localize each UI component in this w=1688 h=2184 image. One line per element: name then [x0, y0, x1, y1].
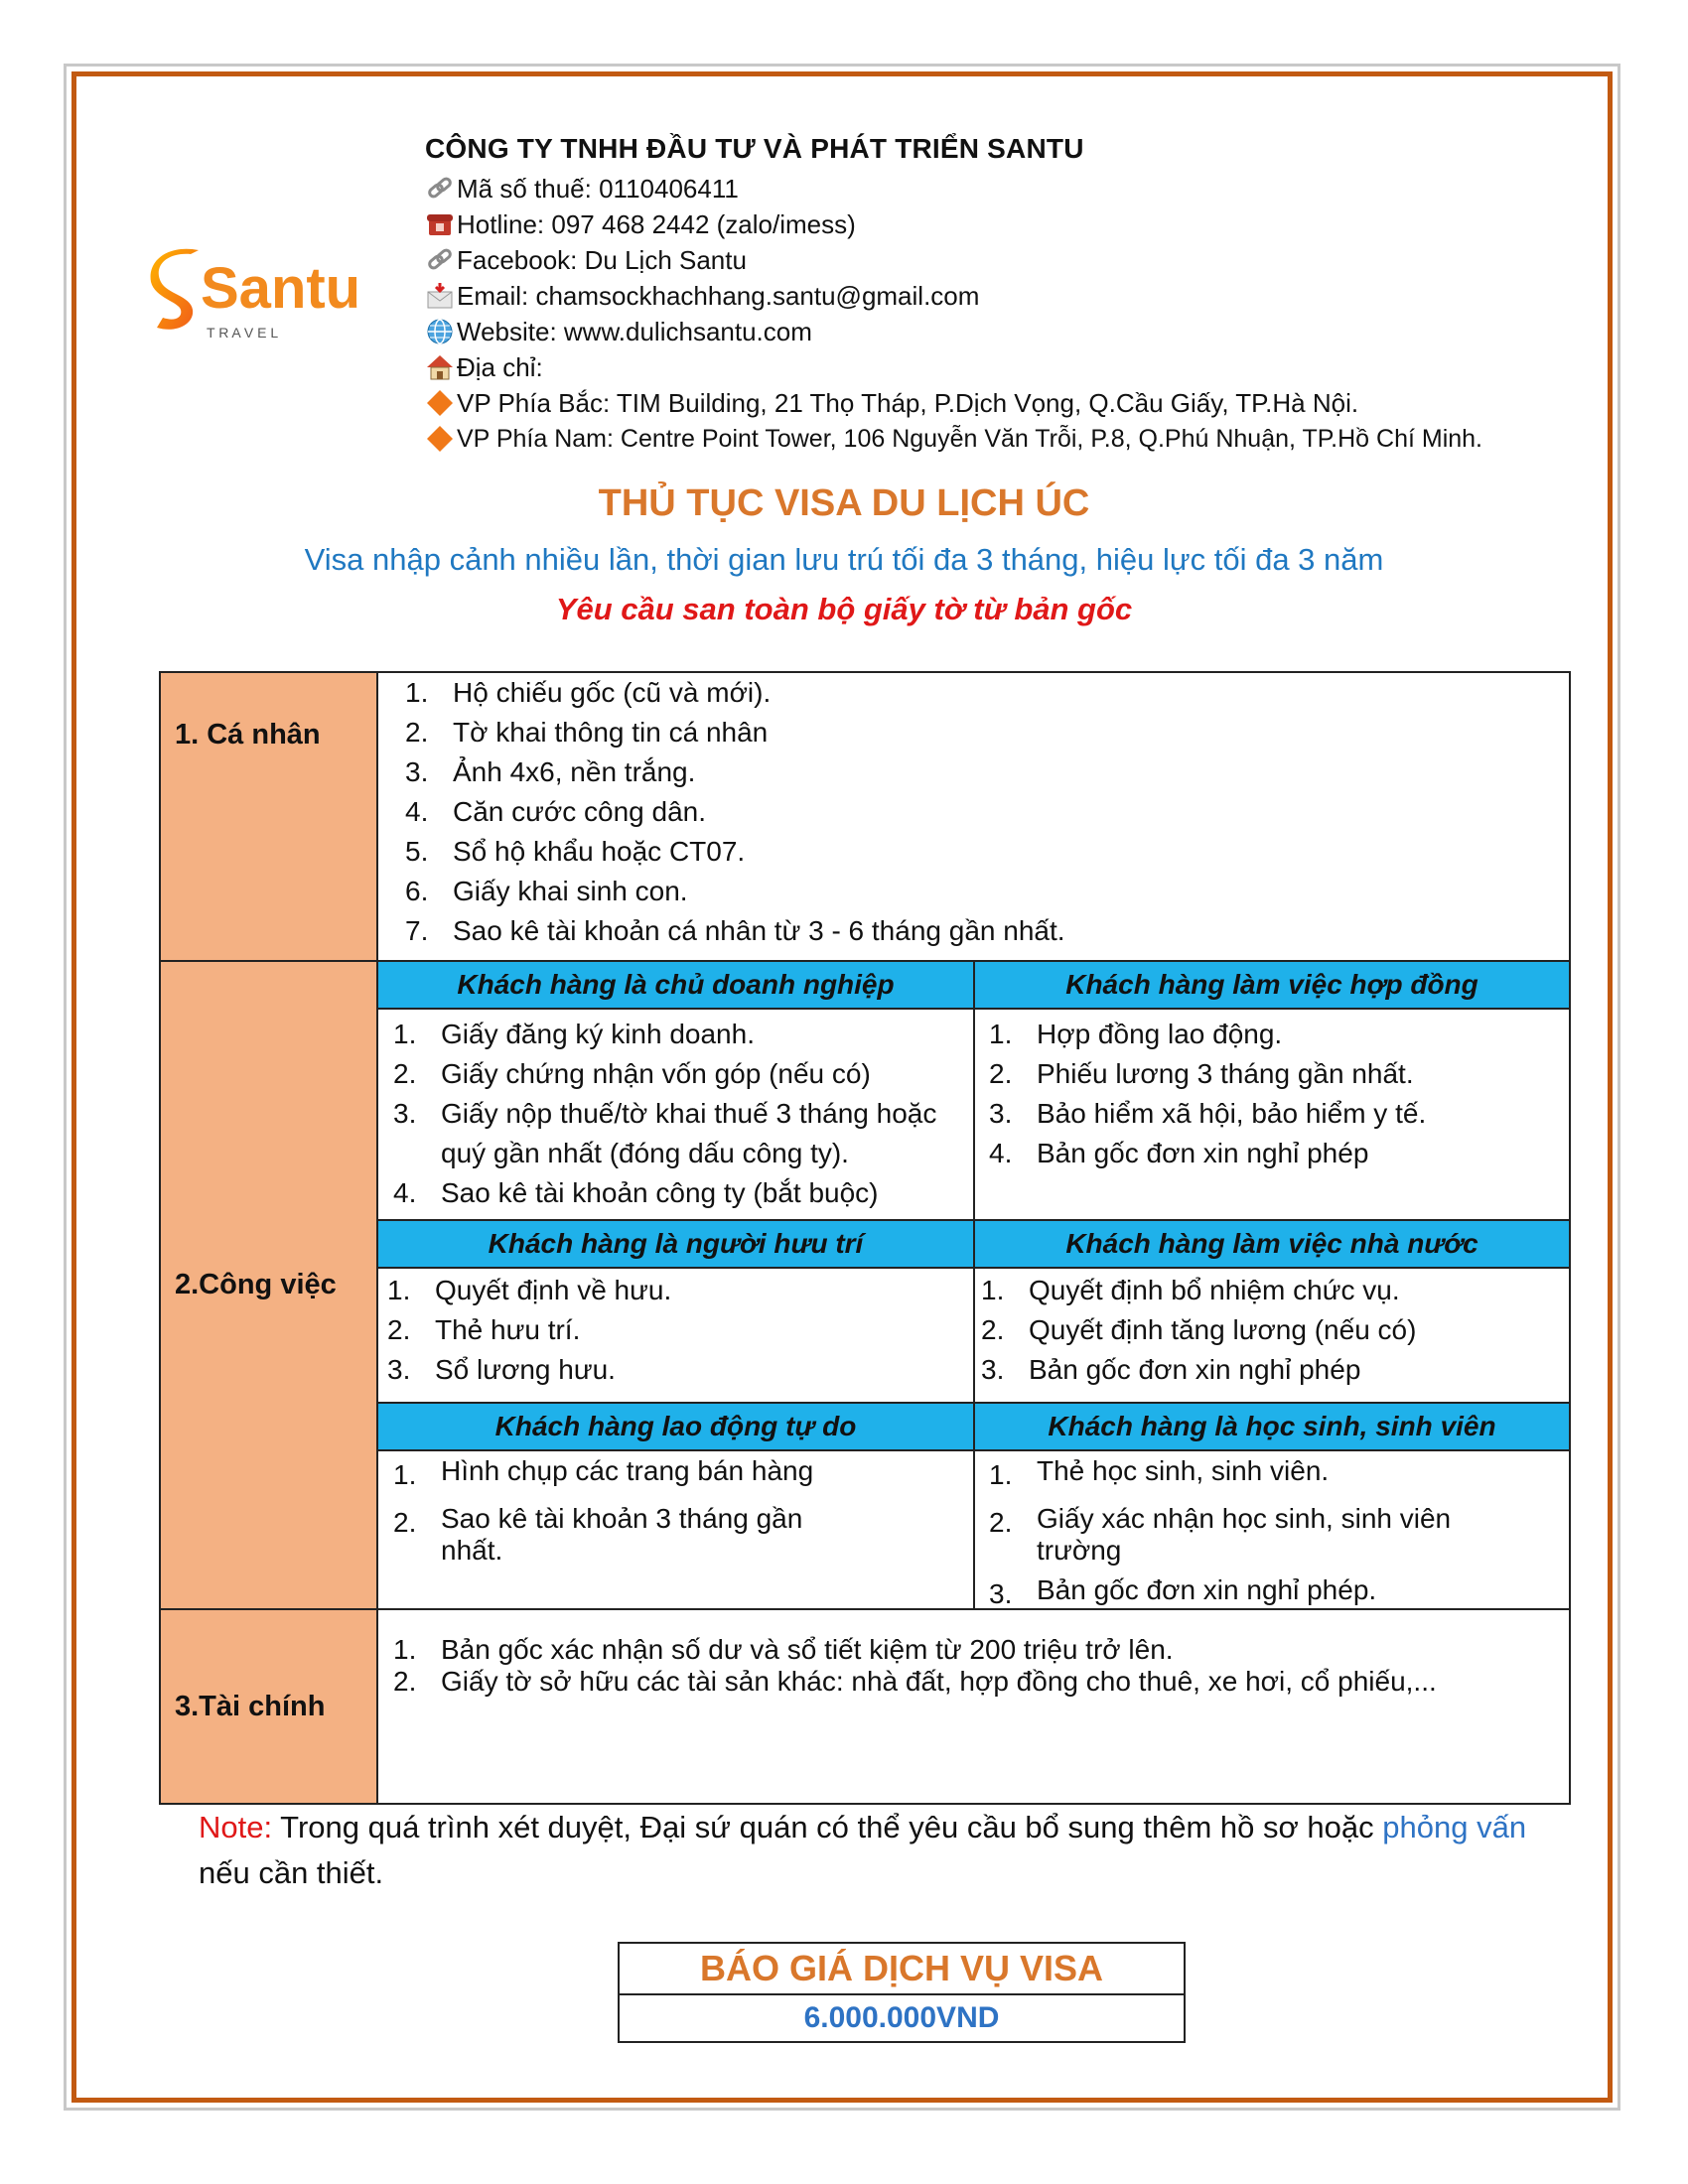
list-item	[981, 1350, 1557, 1390]
list-item-number: 3.	[989, 1578, 1013, 1609]
list-item-number: 2.	[393, 1058, 417, 1089]
company-header	[425, 133, 1577, 457]
list-item	[989, 1455, 1505, 1495]
list-item-text: Bản gốc xác nhận số dư và sổ tiết kiệm từ 200 triệu trở lên.	[441, 1634, 1174, 1665]
list-item-text: Quyết định về hưu.	[435, 1275, 672, 1305]
tax-text: Mã số thuế: 0110406411	[457, 174, 739, 204]
price-header: BÁO GIÁ DỊCH VỤ VISA	[620, 1944, 1184, 1995]
list-item-number: 1.	[393, 1459, 417, 1490]
business-owner-list	[393, 1015, 969, 1213]
header-freelance: Khách hàng lao động tự do	[378, 1402, 973, 1451]
list-item	[393, 1173, 969, 1213]
list-item-text: Giấy khai sinh con.	[453, 876, 688, 906]
website-line	[425, 314, 1577, 349]
list-item	[989, 1054, 1555, 1094]
list-item-text: Giấy đăng ký kinh doanh.	[441, 1019, 755, 1049]
list-item	[393, 1666, 1555, 1698]
note-highlight: phỏng vấn	[1382, 1810, 1527, 1844]
list-item-text: Hợp đồng lao động.	[1037, 1019, 1283, 1049]
list-item-text: Thẻ học sinh, sinh viên.	[1037, 1455, 1330, 1486]
list-item-text: Sổ hộ khẩu hoặc CT07.	[453, 836, 746, 867]
list-item	[405, 792, 1547, 832]
price-value: 6.000.000VND	[803, 2001, 1000, 2034]
address-label: Địa chỉ:	[457, 352, 543, 382]
list-item	[393, 1455, 870, 1495]
list-item	[989, 1134, 1555, 1173]
list-item-text: Bản gốc đơn xin nghỉ phép.	[1037, 1574, 1377, 1605]
list-item	[393, 1054, 969, 1094]
contract-list	[989, 1015, 1555, 1173]
tax-line	[425, 171, 1577, 206]
mail-icon	[425, 281, 455, 311]
header-retired: Khách hàng là người hưu trí	[378, 1219, 973, 1269]
list-item-text: Tờ khai thông tin cá nhân	[453, 717, 769, 748]
website-text: Website: www.dulichsantu.com	[457, 317, 812, 346]
list-item-number: 6.	[405, 876, 429, 906]
link-icon	[425, 174, 455, 204]
list-item-number: 2.	[989, 1507, 1013, 1538]
list-item-text: Giấy chứng nhận vốn góp (nếu có)	[441, 1058, 871, 1089]
facebook-text: Facebook: Du Lịch Santu	[457, 245, 747, 275]
list-item-number: 1.	[989, 1019, 1013, 1049]
list-item	[393, 1094, 969, 1173]
list-item-text: Sao kê tài khoản công ty (bắt buộc)	[441, 1177, 879, 1208]
list-item-text: Hình chụp các trang bán hàng	[441, 1455, 814, 1486]
finance-list	[393, 1634, 1555, 1698]
hotline-line	[425, 206, 1577, 242]
address-line	[425, 349, 1577, 385]
list-item-number: 3.	[405, 756, 429, 787]
label-work: 2.Công việc	[161, 962, 378, 1608]
list-item-number: 4.	[405, 796, 429, 827]
column-divider	[973, 962, 975, 1608]
list-item	[989, 1015, 1555, 1054]
student-list	[989, 1455, 1505, 1622]
list-item-number: 4.	[989, 1138, 1013, 1168]
list-item-number: 5.	[405, 836, 429, 867]
list-item-text: Sao kê tài khoản cá nhân từ 3 - 6 tháng gần nhất.	[453, 915, 1065, 946]
list-item-text: Giấy xác nhận học sinh, sinh viên trường	[1037, 1503, 1452, 1566]
price-box	[618, 1942, 1186, 2043]
list-item-number: 2.	[387, 1314, 411, 1345]
list-item-number: 1.	[981, 1275, 1005, 1305]
list-item-text: Giấy nộp thuế/tờ khai thuế 3 tháng hoặc quý gần nhất (đóng dấu công ty).	[441, 1098, 937, 1168]
list-item-text: Căn cước công dân.	[453, 796, 707, 827]
list-item-number: 2.	[405, 717, 429, 748]
list-item-number: 3.	[989, 1098, 1013, 1129]
list-item-number: 1.	[393, 1019, 417, 1049]
list-item-text: Sổ lương hưu.	[435, 1354, 616, 1385]
diamond-bullet-icon	[425, 388, 455, 418]
requirement-note: Yêu cầu san toàn bộ giấy tờ từ bản gốc	[555, 592, 1133, 626]
list-item-number: 3.	[393, 1098, 417, 1129]
list-item-number: 1.	[405, 677, 429, 708]
list-item	[981, 1310, 1557, 1350]
link-icon	[425, 245, 455, 275]
list-item-number: 1.	[387, 1275, 411, 1305]
personal-list	[405, 673, 1547, 951]
email-text: Email: chamsockhachhang.santu@gmail.com	[457, 281, 980, 311]
header-business-owner: Khách hàng là chủ doanh nghiệp	[378, 962, 973, 1010]
list-item-text: Bản gốc đơn xin nghỉ phép	[1029, 1354, 1361, 1385]
retired-list	[387, 1271, 963, 1390]
office-north-text: VP Phía Bắc: TIM Building, 21 Thọ Tháp, P.Dịch Vọng, Q.Cầu Giấy, TP.Hà Nội.	[457, 388, 1359, 418]
email-line	[425, 278, 1577, 314]
list-item-number: 3.	[981, 1354, 1005, 1385]
list-item	[989, 1574, 1505, 1614]
company-name: CÔNG TY TNHH ĐẦU TƯ VÀ PHÁT TRIỂN SANTU	[425, 133, 1084, 164]
page-title: THỦ TỤC VISA DU LỊCH ÚC	[598, 482, 1090, 524]
house-icon	[425, 352, 455, 382]
hotline-text: Hotline: 097 468 2442 (zalo/imess)	[457, 209, 856, 239]
list-item-number: 2.	[989, 1058, 1013, 1089]
list-item-text: Thẻ hưu trí.	[435, 1314, 581, 1345]
list-item-text: Ảnh 4x6, nền trắng.	[453, 756, 696, 787]
list-item	[393, 1634, 1555, 1666]
logo-wordmark: Santu	[201, 256, 361, 321]
office-south-text: VP Phía Nam: Centre Point Tower, 106 Nguyễn Văn Trỗi, P.8, Q.Phú Nhuận, TP.Hồ Chí Minh.	[457, 425, 1482, 453]
list-item	[405, 911, 1547, 951]
header-contract: Khách hàng làm việc hợp đồng	[975, 962, 1569, 1010]
list-item	[393, 1015, 969, 1054]
note-prefix: Note:	[199, 1810, 273, 1844]
list-item-number: 2.	[393, 1666, 417, 1697]
santu-logo	[147, 246, 365, 355]
list-item-number: 1.	[989, 1459, 1013, 1490]
state-list	[981, 1271, 1557, 1390]
list-item	[387, 1310, 963, 1350]
list-item-text: Bản gốc đơn xin nghỉ phép	[1037, 1138, 1369, 1168]
list-item	[981, 1271, 1557, 1310]
header-student: Khách hàng là học sinh, sinh viên	[975, 1402, 1569, 1451]
list-item-number: 7.	[405, 915, 429, 946]
list-item	[387, 1271, 963, 1310]
list-item	[989, 1503, 1505, 1567]
logo-tagline: T R A V E L	[207, 325, 279, 341]
office-north-line	[425, 385, 1577, 421]
list-item-text: Sao kê tài khoản 3 tháng gần nhất.	[441, 1503, 803, 1566]
list-item-text: Quyết định bổ nhiệm chức vụ.	[1029, 1275, 1400, 1305]
list-item-number: 3.	[387, 1354, 411, 1385]
list-item	[405, 752, 1547, 792]
list-item	[989, 1094, 1555, 1134]
label-personal: 1. Cá nhân	[161, 673, 378, 960]
list-item	[405, 832, 1547, 872]
globe-icon	[425, 317, 455, 346]
list-item-text: Bảo hiểm xã hội, bảo hiểm y tế.	[1037, 1098, 1427, 1129]
list-item	[405, 713, 1547, 752]
list-item-number: 2.	[981, 1314, 1005, 1345]
list-item	[387, 1350, 963, 1390]
freelance-list	[393, 1455, 870, 1574]
facebook-line	[425, 242, 1577, 278]
list-item-number: 4.	[393, 1177, 417, 1208]
note-suffix: nếu cần thiết.	[199, 1855, 384, 1890]
list-item	[393, 1503, 870, 1567]
list-item-text: Hộ chiếu gốc (cũ và mới).	[453, 677, 772, 708]
office-south-line	[425, 421, 1577, 457]
note-text: Trong quá trình xét duyệt, Đại sứ quán có thể yêu cầu bổ sung thêm hồ sơ hoặc	[272, 1810, 1383, 1844]
list-item-text: Giấy tờ sở hữu các tài sản khác: nhà đất, hợp đồng cho thuê, xe hơi, cổ phiếu,...	[441, 1666, 1437, 1697]
list-item-number: 1.	[393, 1634, 417, 1665]
phone-icon	[425, 209, 455, 239]
requirements-table	[159, 671, 1571, 1805]
list-item-number: 2.	[393, 1507, 417, 1538]
list-item	[405, 872, 1547, 911]
header-state: Khách hàng làm việc nhà nước	[975, 1219, 1569, 1269]
list-item	[405, 673, 1547, 713]
label-finance: 3.Tài chính	[161, 1610, 378, 1803]
diamond-bullet-icon	[425, 424, 455, 454]
list-item-text: Quyết định tăng lương (nếu có)	[1029, 1314, 1417, 1345]
page-subtitle: Visa nhập cảnh nhiều lần, thời gian lưu trú tối đa 3 tháng, hiệu lực tối đa 3 năm	[304, 542, 1384, 577]
list-item-text: Phiếu lương 3 tháng gần nhất.	[1037, 1058, 1414, 1089]
note-paragraph	[199, 1805, 1579, 1896]
